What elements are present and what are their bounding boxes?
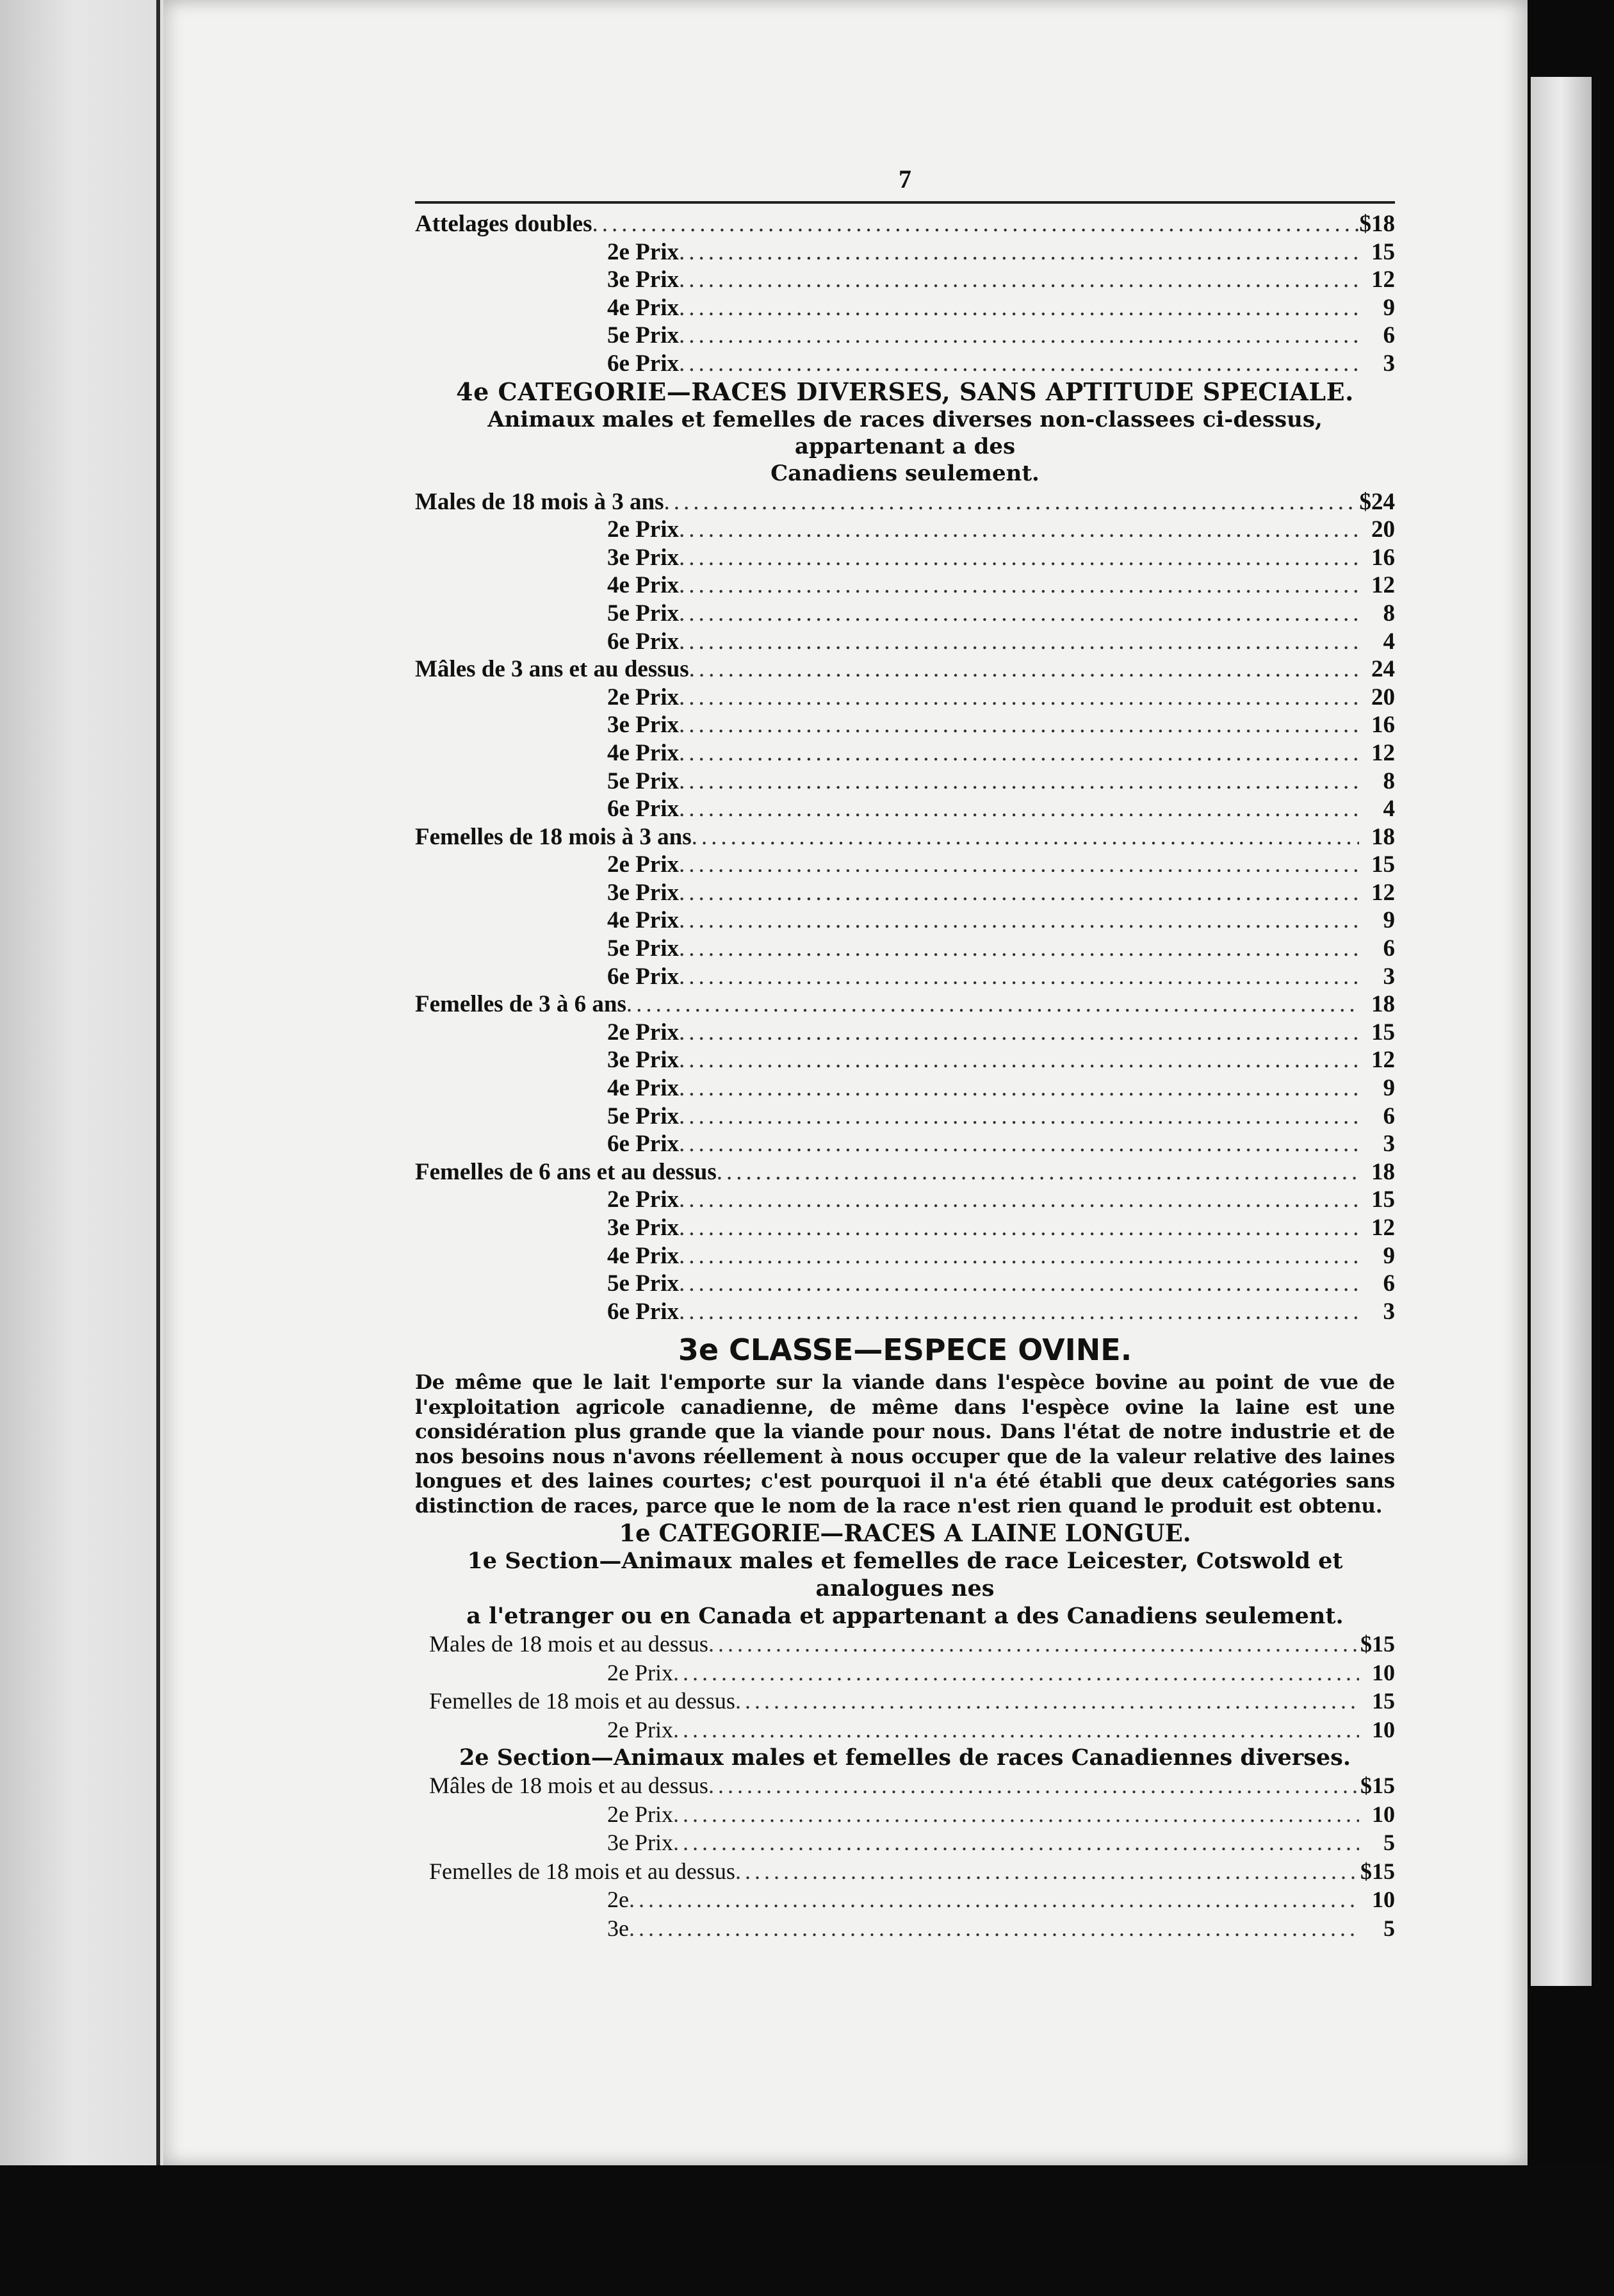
header-rule	[415, 201, 1395, 204]
prize-amount: 12	[1371, 1215, 1395, 1241]
prize-amount: 9	[1383, 1075, 1395, 1102]
dot-leader	[679, 739, 1359, 767]
dot-leader	[679, 795, 1359, 823]
prize-label: 3e Prix	[607, 266, 679, 293]
prize-label: 2e Prix	[607, 851, 679, 878]
dot-leader	[717, 1158, 1359, 1186]
cattle-prize-list	[415, 210, 1395, 378]
prize-row-rank	[415, 711, 1395, 739]
dot-leader	[673, 1800, 1359, 1829]
prize-label: 4e Prix	[607, 294, 679, 321]
prize-row-rank	[415, 906, 1395, 935]
prize-amount: 6	[1383, 935, 1395, 962]
prize-row-rank	[415, 1885, 1395, 1914]
prize-amount: 12	[1371, 266, 1395, 293]
prize-amount: 9	[1383, 1242, 1395, 1269]
prize-row-main	[415, 990, 1395, 1019]
prize-label: Femelles de 18 mois et au dessus	[429, 1688, 735, 1714]
prize-row-rank	[415, 795, 1395, 823]
prize-label: 5e Prix	[607, 600, 679, 627]
prize-amount: 8	[1383, 600, 1395, 627]
prize-row-rank	[415, 739, 1395, 767]
prize-amount: $24	[1359, 488, 1395, 515]
dot-leader	[679, 516, 1359, 544]
class-3-paragraph: De même que le lait l'emporte sur la viande dans l'espèce bovine au point de vue de l'exploitation agricole canadienne, de même dans l'espèce ovine la laine est une considération plus grande que la viande pour nous. Dans l'état de notre industrie et de nos besoins nous n'avons réellement à nous occuper que de la valeur relative des laines longues et des laines courtes; c'est pourquoi il n'a été établi que deux catégories sans distinction de races, parce que le nom de la race n'est rien quand le produit est obtenu.	[415, 1371, 1395, 1518]
prize-label: 5e Prix	[607, 1270, 679, 1297]
prize-label: 2e Prix	[607, 238, 679, 265]
prize-row-rank	[415, 238, 1395, 266]
prize-label: 5e Prix	[607, 322, 679, 349]
prize-row-rank	[415, 628, 1395, 656]
prize-label: 2e Prix	[607, 684, 679, 710]
prize-row-main	[415, 210, 1395, 238]
dot-leader	[679, 600, 1359, 628]
prize-label: 2e Prix	[607, 1186, 679, 1213]
dot-leader	[673, 1659, 1359, 1687]
prize-row-rank	[415, 879, 1395, 907]
prize-row-rank	[415, 1914, 1395, 1943]
prize-label: Femelles de 3 à 6 ans	[415, 991, 626, 1018]
prize-row-rank	[415, 1019, 1395, 1047]
prize-row-main	[415, 1857, 1395, 1886]
dot-leader	[673, 1828, 1359, 1857]
prize-amount: 16	[1371, 712, 1395, 739]
prize-label: 2e Prix	[607, 1659, 673, 1685]
prize-label: 6e Prix	[607, 1298, 679, 1325]
section-2-heading: 2e Section—Animaux males et femelles de races Canadiennes diverses.	[459, 1744, 1351, 1771]
category-4-subheading-line2: Canadiens seulement.	[770, 460, 1039, 486]
prize-amount: 8	[1383, 767, 1395, 794]
prize-row-rank	[415, 1716, 1395, 1744]
dot-leader	[679, 935, 1359, 963]
prize-row-main	[415, 1158, 1395, 1186]
prize-row-rank	[415, 516, 1395, 544]
dot-leader	[679, 684, 1359, 712]
prize-label: 2e Prix	[607, 1019, 679, 1046]
prize-row-rank	[415, 544, 1395, 572]
prize-label: 3e Prix	[607, 879, 679, 906]
prize-label: 3e Prix	[607, 1830, 673, 1856]
prize-row-rank	[415, 1270, 1395, 1298]
dot-leader	[679, 1130, 1359, 1158]
dot-leader	[679, 963, 1359, 991]
prize-amount: 3	[1383, 963, 1395, 990]
category-4-prize-list	[415, 488, 1395, 1326]
dot-leader	[679, 767, 1359, 796]
dot-leader	[679, 322, 1359, 350]
prize-amount: 15	[1371, 1019, 1395, 1046]
class-3-heading: 3e CLASSE—ESPECE OVINE.	[678, 1332, 1132, 1368]
prize-label: 2e	[607, 1887, 629, 1913]
prize-amount: 6	[1383, 322, 1395, 349]
prize-label: 5e Prix	[607, 767, 679, 794]
prize-amount: 4	[1383, 628, 1395, 655]
prize-label: Mâles de 3 ans et au dessus	[415, 656, 689, 683]
prize-amount: 10	[1372, 1887, 1395, 1913]
prize-label: Femelles de 6 ans et au dessus	[415, 1158, 717, 1185]
dot-leader	[735, 1687, 1359, 1716]
dot-leader	[679, 1019, 1359, 1047]
prize-row-main	[415, 1687, 1395, 1716]
prize-amount: 5	[1383, 1915, 1395, 1941]
prize-label: 4e Prix	[607, 739, 679, 766]
prize-row-rank	[415, 266, 1395, 294]
dot-leader	[679, 238, 1359, 266]
prize-row-rank	[415, 767, 1395, 796]
dot-leader	[679, 1270, 1359, 1298]
dot-leader	[679, 1186, 1359, 1214]
prize-label: Femelles de 18 mois et au dessus	[429, 1858, 735, 1884]
section-1-heading-line1: 1e Section—Animaux males et femelles de race Leicester, Cotswold et analogues nes	[467, 1548, 1343, 1602]
prize-amount: 15	[1371, 238, 1395, 265]
prize-amount: 15	[1372, 1688, 1395, 1714]
prize-row-rank	[415, 684, 1395, 712]
prize-label: 6e Prix	[607, 796, 679, 823]
prize-row-rank	[415, 1298, 1395, 1326]
prize-label: 6e Prix	[607, 628, 679, 655]
category-4-heading: 4e CATEGORIE—RACES DIVERSES, SANS APTITUDE SPECIALE.	[456, 377, 1354, 406]
prize-row-main	[415, 823, 1395, 851]
prize-amount: 10	[1372, 1716, 1395, 1742]
prize-label: 4e Prix	[607, 572, 679, 599]
dot-leader	[679, 1298, 1359, 1326]
page-content	[415, 160, 1395, 1942]
prize-label: Femelles de 18 mois à 3 ans	[415, 823, 692, 850]
dot-leader	[679, 1103, 1359, 1131]
category-1-heading: 1e CATEGORIE—RACES A LAINE LONGUE.	[619, 1519, 1191, 1548]
prize-amount: 3	[1383, 1131, 1395, 1158]
prize-label: Males de 18 mois et au dessus	[429, 1631, 708, 1657]
prize-amount: 15	[1371, 851, 1395, 878]
prize-label: 6e Prix	[607, 1131, 679, 1158]
prize-amount: $15	[1360, 1773, 1395, 1799]
prize-amount: $15	[1360, 1631, 1395, 1657]
next-leaf-edge	[1531, 77, 1592, 1986]
dot-leader	[679, 1074, 1359, 1103]
dot-leader	[708, 1771, 1359, 1800]
prize-label: 4e Prix	[607, 1075, 679, 1102]
prize-amount: 6	[1383, 1103, 1395, 1129]
prize-amount: 18	[1371, 1158, 1395, 1185]
dot-leader	[679, 711, 1359, 739]
binding-fold	[156, 0, 160, 2168]
dot-leader	[679, 571, 1359, 600]
section-1-heading-line2: a l'etranger ou en Canada et appartenant a des Canadiens seulement.	[466, 1603, 1344, 1630]
prize-row-rank	[415, 1659, 1395, 1687]
prize-row-rank	[415, 1186, 1395, 1214]
prize-row-rank	[415, 350, 1395, 378]
prize-label: 4e Prix	[607, 907, 679, 934]
prize-row-rank	[415, 571, 1395, 600]
dot-leader	[735, 1857, 1359, 1886]
dot-leader	[679, 879, 1359, 907]
prize-row-rank	[415, 1046, 1395, 1074]
prize-label: 4e Prix	[607, 1242, 679, 1269]
prize-label: 6e Prix	[607, 350, 679, 377]
dot-leader	[679, 851, 1359, 879]
prize-amount: $15	[1360, 1858, 1395, 1884]
prize-label: 3e Prix	[607, 1047, 679, 1074]
dot-leader	[679, 350, 1359, 378]
prize-amount: 24	[1371, 656, 1395, 683]
page-number: 7	[899, 165, 911, 193]
dot-leader	[679, 266, 1359, 294]
prize-amount: 10	[1372, 1659, 1395, 1685]
category-4-subheading-line1: Animaux males et femelles de races diverses non-classees ci-dessus, appartenant a des	[487, 406, 1323, 459]
dot-leader	[592, 210, 1359, 238]
prize-amount: 15	[1371, 1186, 1395, 1213]
prize-amount: $18	[1359, 211, 1395, 237]
prize-label: 6e Prix	[607, 963, 679, 990]
section-2-prize-list	[415, 1771, 1395, 1942]
prize-row-rank	[415, 322, 1395, 350]
prize-row-rank	[415, 294, 1395, 322]
prize-label: 5e Prix	[607, 935, 679, 962]
dot-leader	[708, 1630, 1359, 1659]
prize-row-rank	[415, 963, 1395, 991]
prize-row-rank	[415, 600, 1395, 628]
dot-leader	[679, 294, 1359, 322]
prize-amount: 3	[1383, 1298, 1395, 1325]
dot-leader	[679, 1214, 1359, 1242]
prize-label: 2e Prix	[607, 1801, 673, 1827]
prize-amount: 5	[1383, 1830, 1395, 1856]
prize-label: 5e Prix	[607, 1103, 679, 1129]
prize-label: 2e Prix	[607, 1716, 673, 1742]
dot-leader	[629, 1914, 1359, 1943]
scan-background	[0, 2165, 1614, 2296]
dot-leader	[679, 1046, 1359, 1074]
dot-leader	[629, 1885, 1359, 1914]
prize-row-main	[415, 655, 1395, 684]
prize-label: Males de 18 mois à 3 ans	[415, 488, 664, 515]
prize-row-rank	[415, 1103, 1395, 1131]
prize-row-main	[415, 488, 1395, 516]
dot-leader	[692, 823, 1359, 851]
section-1-prize-list	[415, 1630, 1395, 1744]
dot-leader	[679, 1242, 1359, 1270]
prize-label: 2e Prix	[607, 516, 679, 543]
prize-row-rank	[415, 1800, 1395, 1829]
prize-label: Mâles de 18 mois et au dessus	[429, 1773, 708, 1799]
prize-amount: 12	[1371, 739, 1395, 766]
prize-row-rank	[415, 1074, 1395, 1103]
prize-amount: 20	[1371, 684, 1395, 710]
prize-amount: 9	[1383, 294, 1395, 321]
prize-label: 3e Prix	[607, 544, 679, 571]
dot-leader	[679, 628, 1359, 656]
prize-label: 3e Prix	[607, 1215, 679, 1241]
dot-leader	[679, 906, 1359, 935]
prize-row-rank	[415, 851, 1395, 879]
prize-row-main	[415, 1630, 1395, 1659]
prize-amount: 12	[1371, 572, 1395, 599]
dot-leader	[689, 655, 1359, 684]
prize-amount: 9	[1383, 907, 1395, 934]
prize-amount: 20	[1371, 516, 1395, 543]
dot-leader	[626, 990, 1359, 1019]
prize-amount: 12	[1371, 879, 1395, 906]
dot-leader	[673, 1716, 1359, 1744]
prize-label: Attelages doubles	[415, 211, 592, 237]
prize-amount: 4	[1383, 796, 1395, 823]
prize-label: 3e	[607, 1915, 629, 1941]
prize-amount: 10	[1372, 1801, 1395, 1827]
prize-row-rank	[415, 1130, 1395, 1158]
dot-leader	[664, 488, 1360, 516]
prize-row-rank	[415, 1828, 1395, 1857]
dot-leader	[679, 544, 1359, 572]
prize-amount: 18	[1371, 991, 1395, 1018]
prize-row-main	[415, 1771, 1395, 1800]
prize-label: 3e Prix	[607, 712, 679, 739]
prize-amount: 18	[1371, 823, 1395, 850]
prize-amount: 6	[1383, 1270, 1395, 1297]
prize-amount: 16	[1371, 544, 1395, 571]
prize-row-rank	[415, 1214, 1395, 1242]
prize-amount: 12	[1371, 1047, 1395, 1074]
prize-row-rank	[415, 1242, 1395, 1270]
prize-amount: 3	[1383, 350, 1395, 377]
prize-row-rank	[415, 935, 1395, 963]
